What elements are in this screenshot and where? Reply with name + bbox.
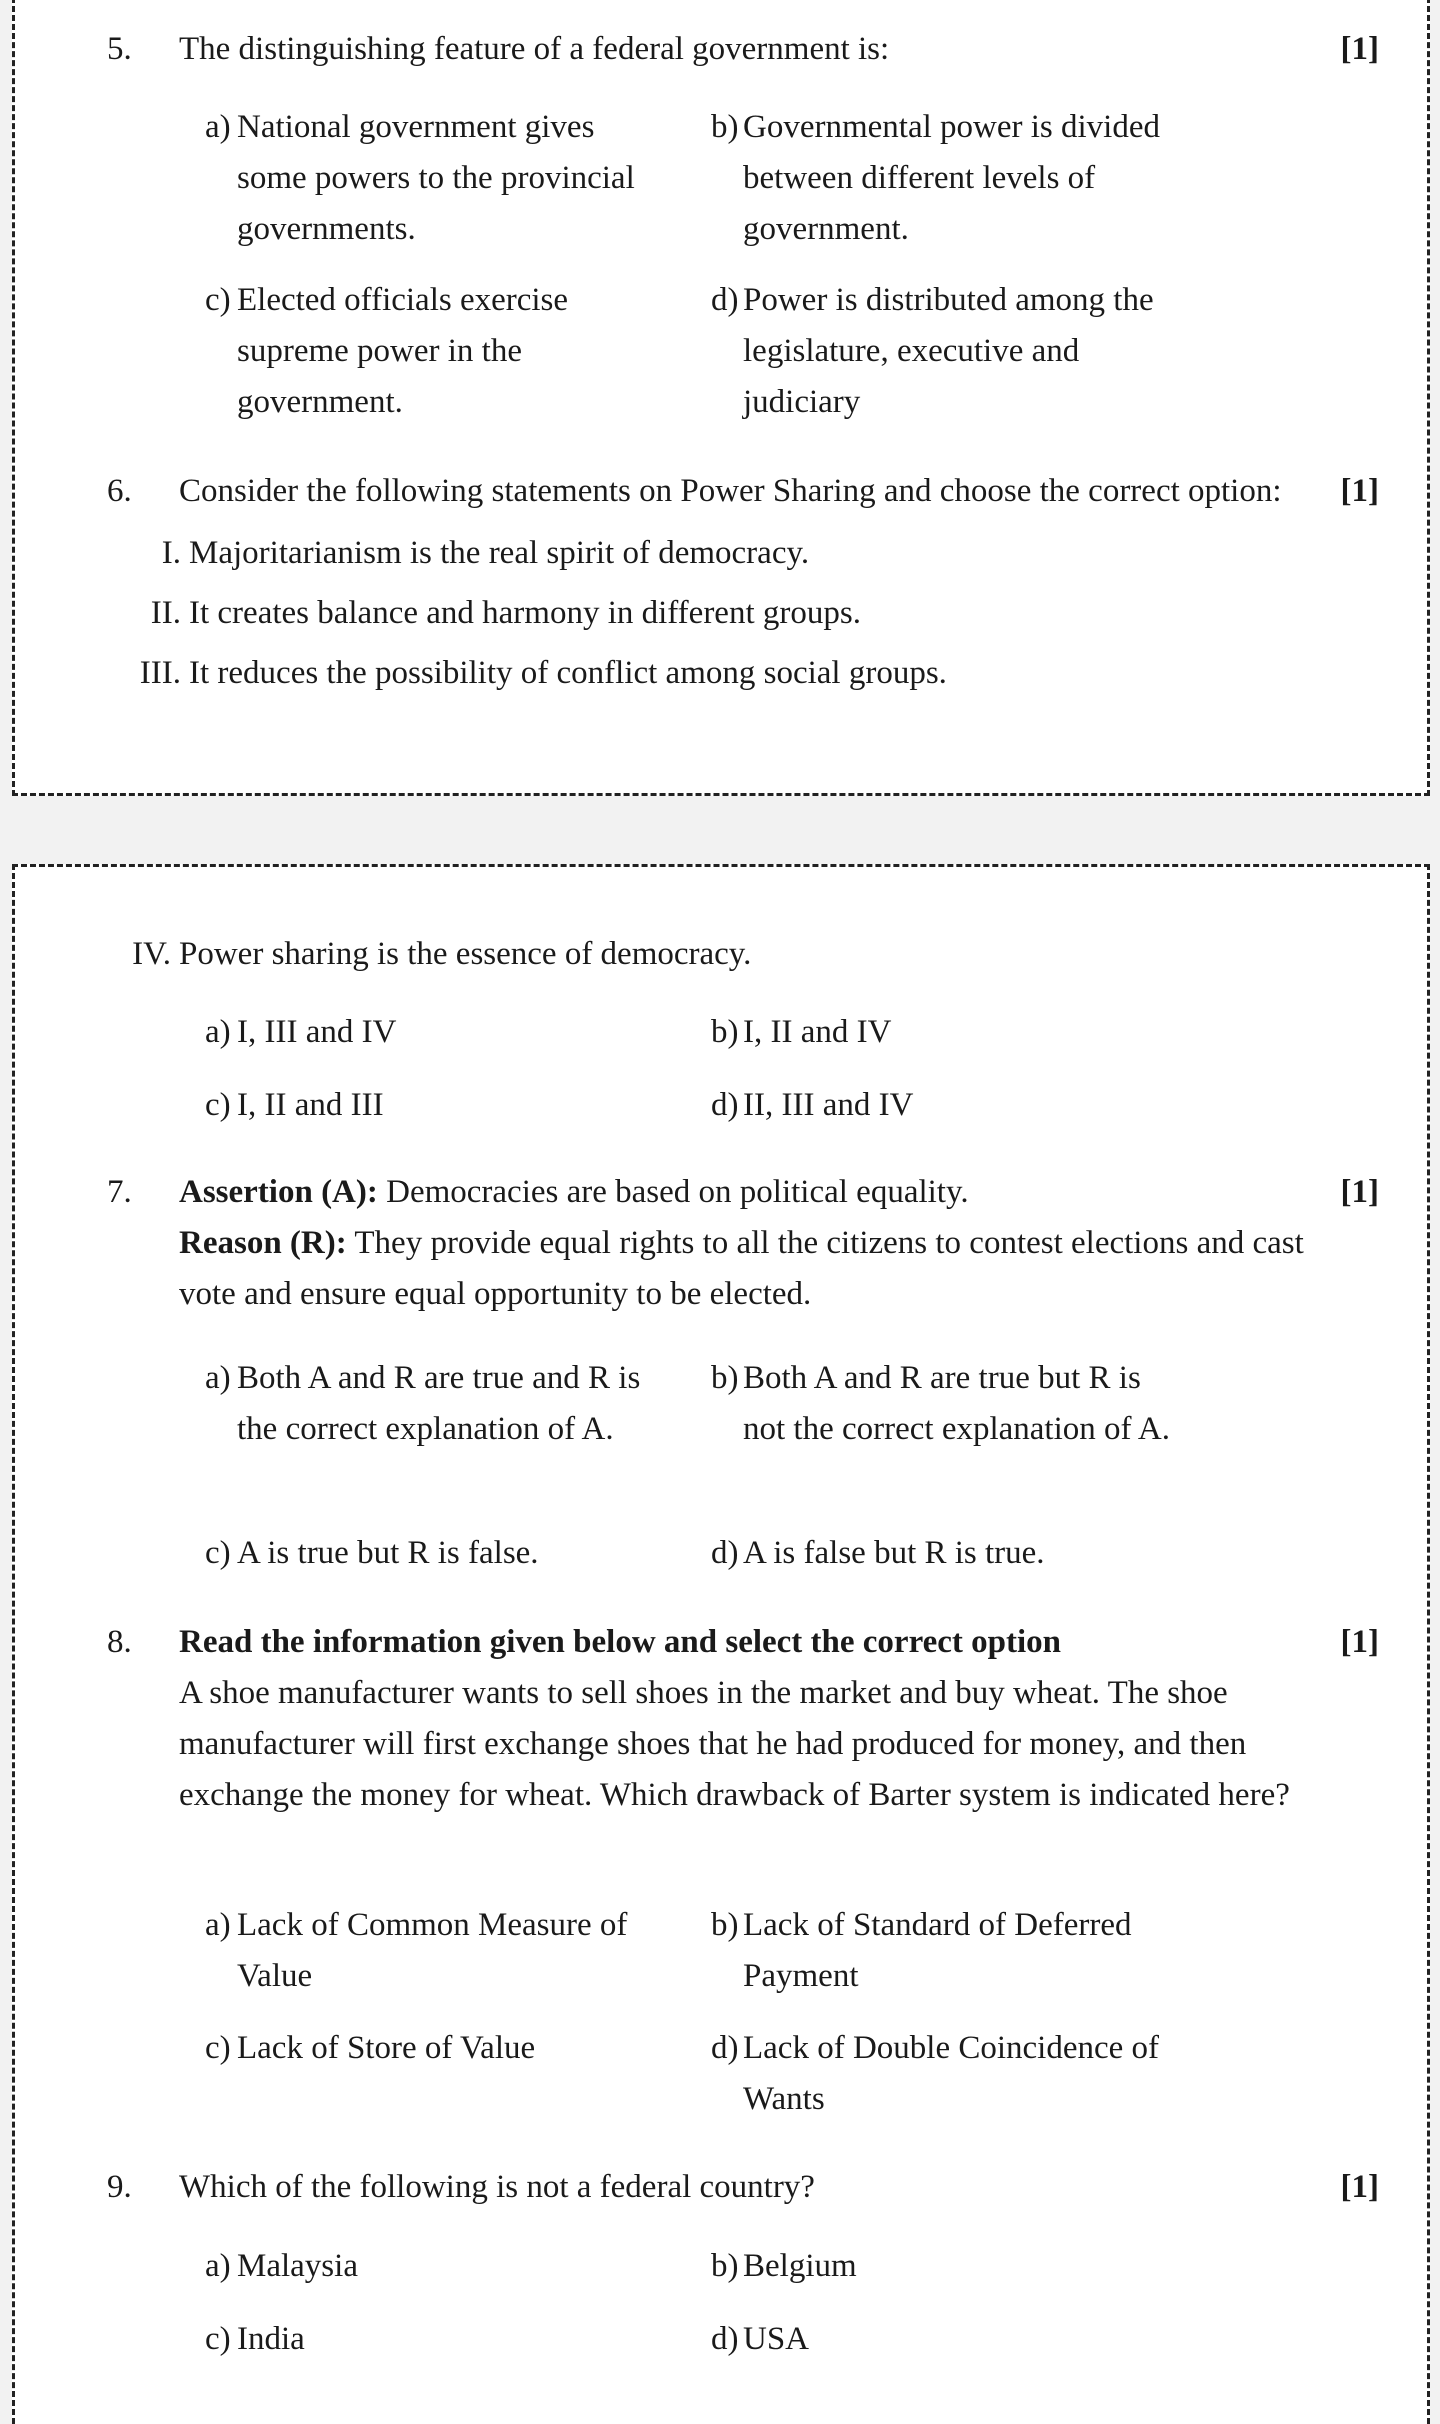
option-label: c) [205, 2030, 231, 2066]
option-text: Lack of Store of Value [237, 2030, 536, 2066]
question-marks: [1] [1340, 2169, 1379, 2205]
option-text: Lack of Standard of Deferred Payment [743, 1907, 1132, 1994]
option-label: c) [205, 1535, 231, 1571]
statement-numeral: I. [161, 535, 181, 571]
assertion-text: Democracies are based on political equality. [377, 1174, 969, 1210]
exam-page-1 [12, 0, 1430, 796]
option-d[interactable] [711, 2023, 1171, 2125]
question-text: Consider the following statements on Power Sharing and choose the correct option: [179, 473, 1282, 509]
option-text: I, II and IV [743, 1014, 892, 1050]
option-label: d) [711, 1087, 739, 1123]
option-b[interactable] [711, 1353, 1171, 1455]
option-text: Elected officials exercise supreme power in the government. [237, 282, 569, 420]
option-b[interactable] [711, 102, 1171, 255]
statement-4 [121, 929, 751, 980]
option-a[interactable] [205, 1007, 665, 1058]
option-d[interactable] [711, 1080, 1171, 1131]
option-a[interactable] [205, 1353, 665, 1455]
option-text: USA [743, 2321, 810, 2357]
option-b[interactable] [711, 2241, 1171, 2292]
option-d[interactable] [711, 2314, 1171, 2365]
option-text: India [237, 2321, 305, 2357]
option-a[interactable] [205, 102, 665, 255]
option-label: a) [205, 1360, 231, 1396]
option-text: I, II and III [237, 1087, 384, 1123]
option-label: b) [711, 1360, 739, 1396]
option-text: Lack of Double Coincidence of Wants [743, 2030, 1160, 2117]
option-label: d) [711, 1535, 739, 1571]
option-a[interactable] [205, 1900, 665, 2002]
question-number: 5. [107, 31, 132, 67]
option-label: d) [711, 2030, 739, 2066]
option-a[interactable] [205, 2241, 665, 2292]
option-text: A is true but R is false. [237, 1535, 539, 1571]
question-number: 8. [107, 1624, 132, 1660]
option-label: b) [711, 1014, 739, 1050]
statement-numeral: IV. [132, 936, 171, 972]
passage-text: A shoe manufacturer wants to sell shoes in the market and buy wheat. The shoe manufacturer will first exchange shoes that he had produced for money, and then exchange the money for wheat. Which drawback of Barter system is indicated here? [179, 1675, 1290, 1813]
option-text: Both A and R are true and R is the correct explanation of A. [237, 1360, 641, 1447]
option-text: Lack of Common Measure of Value [237, 1907, 628, 1994]
question-number: 6. [107, 473, 132, 509]
question-marks: [1] [1340, 1174, 1379, 1210]
question-marks: [1] [1340, 473, 1379, 509]
option-text: I, III and IV [237, 1014, 397, 1050]
statement-text: Majoritarianism is the real spirit of democracy. [189, 535, 810, 571]
option-text: National government gives some powers to the provincial governments. [237, 109, 635, 247]
option-c[interactable] [205, 275, 665, 428]
statement-numeral: II. [150, 595, 181, 631]
option-text: Belgium [743, 2248, 857, 2284]
option-label: b) [711, 2248, 739, 2284]
option-label: c) [205, 2321, 231, 2357]
option-label: a) [205, 1014, 231, 1050]
option-label: c) [205, 1087, 231, 1123]
option-text: Malaysia [237, 2248, 358, 2284]
question-heading: Read the information given below and select the correct option [179, 1624, 1062, 1660]
option-c[interactable] [205, 2023, 665, 2074]
option-c[interactable] [205, 1080, 665, 1131]
assertion [179, 1167, 1319, 1218]
option-label: a) [205, 2248, 231, 2284]
option-label: b) [711, 109, 739, 145]
statement-text: It creates balance and harmony in different groups. [189, 595, 861, 631]
reason-block [179, 1218, 1319, 1320]
option-text: II, III and IV [743, 1087, 914, 1123]
question-number: 9. [107, 2169, 132, 2205]
option-label: a) [205, 1907, 231, 1943]
question-text: The distinguishing feature of a federal government is: [179, 31, 890, 67]
exam-page-2 [12, 864, 1430, 2424]
assertion-label: Assertion (A): [179, 1174, 378, 1210]
option-d[interactable] [711, 275, 1171, 428]
statement-3 [131, 648, 947, 699]
option-label: d) [711, 2321, 739, 2357]
question-number: 7. [107, 1174, 132, 1210]
question-marks: [1] [1340, 1624, 1379, 1660]
option-label: a) [205, 109, 231, 145]
reason-text: They provide equal rights to all the citizens to contest elections and cast vote and ensure equal opportunity to be elected. [179, 1225, 1304, 1312]
question-marks: [1] [1340, 31, 1379, 67]
option-b[interactable] [711, 1007, 1171, 1058]
statement-numeral: III. [139, 655, 181, 691]
option-b[interactable] [711, 1900, 1171, 2002]
statement-text: Power sharing is the essence of democracy. [179, 936, 752, 972]
option-text: Governmental power is divided between different levels of government. [743, 109, 1160, 247]
option-text: Both A and R are true but R is not the correct explanation of A. [743, 1360, 1171, 1447]
option-text: Power is distributed among the legislature, executive and judiciary [743, 282, 1154, 420]
statement-2 [131, 588, 861, 639]
reason-label: Reason (R): [179, 1225, 347, 1261]
option-text: A is false but R is true. [743, 1535, 1045, 1571]
option-d[interactable] [711, 1528, 1171, 1579]
option-c[interactable] [205, 1528, 665, 1579]
statement-text: It reduces the possibility of conflict among social groups. [189, 655, 947, 691]
question-text: Which of the following is not a federal country? [179, 2169, 815, 2205]
option-label: d) [711, 282, 739, 318]
statement-1 [131, 528, 809, 579]
option-label: b) [711, 1907, 739, 1943]
option-c[interactable] [205, 2314, 665, 2365]
option-label: c) [205, 282, 231, 318]
